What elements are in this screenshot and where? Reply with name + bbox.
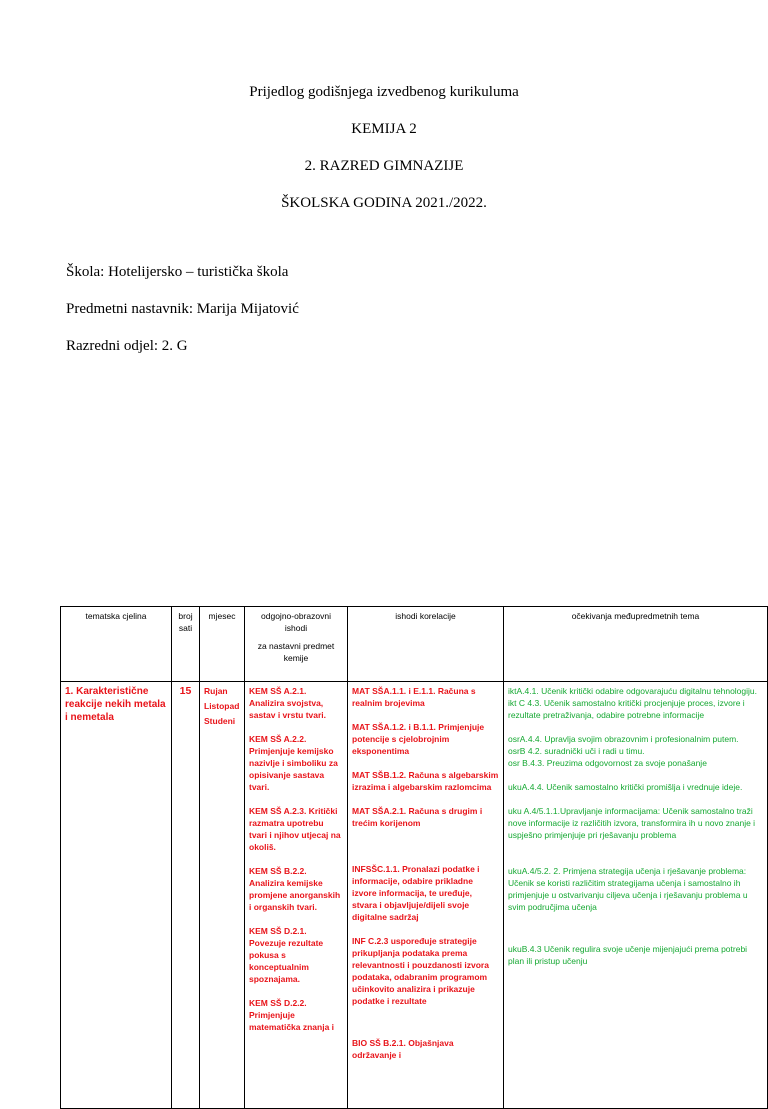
hours-cell (172, 682, 200, 1109)
school-line: Škola: Hotelijersko – turistička škola (66, 264, 289, 280)
crosscurricular-group (508, 865, 763, 913)
crosscurricular-item: osrB 4.2. suradnički uči i radi u timu. (508, 746, 645, 756)
month-1: Rujan (204, 686, 228, 696)
month-cell (200, 682, 245, 1109)
month-2: Listopad (204, 701, 240, 711)
crosscurricular-group (508, 781, 763, 793)
correlation-item: MAT SŠB.1.2. Računa s algebarskim izrazima i algebarskim razlomcima (352, 770, 499, 792)
outcome-item: KEM SŠ A.2.2. Primjenjuje kemijsko nazivlje i simboliku za opisivanje sastava tvari. (249, 734, 338, 792)
document-title: Prijedlog godišnjega izvedbenog kurikuluma (249, 84, 519, 100)
header-outcomes-sub: za nastavni predmet kemije (257, 641, 335, 663)
correlation-item: INFSŠC.1.1. Pronalazi podatke i informacije, odabire prikladne izvore informacija, te uređuje, stvara i objavljuje/dijeli svoje digitalne sadržaj (352, 864, 480, 922)
outcomes-cell (245, 682, 348, 1109)
header-theme: tematska cjelina (61, 607, 172, 682)
crosscurricular-item: ukuB.4.3 Učenik regulira svoje učenje mijenjajući prema potrebi plan ili pristup učenju (508, 944, 748, 966)
correlation-item: MAT SŠA.1.2. i B.1.1. Primjenjuje potencije s cjelobrojnim eksponentima (352, 722, 485, 756)
header-correlation: ishodi korelacije (348, 607, 504, 682)
table-header-row (61, 607, 768, 682)
theme-cell (61, 682, 172, 1109)
correlation-cell (348, 682, 504, 1109)
crosscurricular-item: ikt C 4.3. Učenik samostalno kritički procjenjuje proces, izvore i rezultate pretraživanja, odabire potrebne informacije (508, 698, 745, 720)
outcome-item: KEM SŠ D.2.2. Primjenjuje matematička znanja i (249, 998, 335, 1032)
outcome-item: KEM SŠ D.2.1. Povezuje rezultate pokusa s konceptualnim spoznajama. (249, 926, 324, 984)
correlation-item: INF C.2.3 uspoređuje strategije prikupljanja podataka prema relevantnosti i pouzdanosti izvora podataka, odabranim programom učinkovito analizira i prikazuje podatke i rezultate (352, 936, 489, 1006)
correlation-item: MAT SŠA.1.1. i E.1.1. Računa s realnim brojevima (352, 686, 476, 708)
outcome-item: KEM SŠ A.2.1. Analizira svojstva, sastav i vrstu tvari. (249, 686, 327, 720)
class-line: Razredni odjel: 2. G (66, 338, 188, 354)
header-month: mjesec (200, 607, 245, 682)
school-year-title: ŠKOLSKA GODINA 2021./2022. (281, 195, 487, 211)
correlation-item: BIO SŠ B.2.1. Objašnjava održavanje i (352, 1038, 454, 1060)
crosscurricular-item: uku A.4/5.1.1.Upravljanje informacijama: Učenik samostalno traži nove informacije iz različitih izvora, transformira ih u novo znanje i uspješno primjenjuje pri rješavanju problema (508, 806, 756, 840)
crosscurricular-group (508, 685, 763, 721)
crosscurricular-item: ukuA.4/5.2. 2. Primjena strategija učenja i rješavanje problema: Učenik se koristi različitim strategijama učenja i samostalno ih primjenjuje u ostvarivanju ciljeva učenja i rješavanju problema u svim područjima učenja (508, 866, 748, 912)
crosscurricular-group (508, 805, 763, 841)
header-outcomes-label: odgojno-obrazovni ishodi (261, 611, 331, 633)
header-outcomes (245, 607, 348, 682)
crosscurricular-item: ukuA.4.4. Učenik samostalno kritički promišlja i vrednuje ideje. (508, 782, 743, 792)
theme-text: 1. Karakteristične reakcije nekih metala i nemetala (65, 686, 166, 723)
crosscurricular-item: osr B.4.3. Preuzima odgovornost za svoje ponašanje (508, 758, 707, 768)
curriculum-table (60, 606, 768, 1109)
grade-title: 2. RAZRED GIMNAZIJE (304, 158, 464, 174)
header-hours: broj sati (172, 607, 200, 682)
crosscurricular-item: iktA.4.1. Učenik kritički odabire odgovarajuću digitalnu tehnologiju. (508, 686, 758, 696)
table-row (61, 682, 768, 1109)
outcome-item: KEM SŠ B.2.2. Analizira kemijske promjene anorganskih i organskih tvari. (249, 866, 341, 912)
month-3: Studeni (204, 716, 236, 726)
teacher-line: Predmetni nastavnik: Marija Mijatović (66, 301, 299, 317)
header-crosscurricular: očekivanja međupredmetnih tema (504, 607, 768, 682)
hours-text: 15 (179, 685, 192, 697)
crosscurricular-cell (504, 682, 768, 1109)
subject-title: KEMIJA 2 (351, 121, 417, 137)
outcome-item: KEM SŠ A.2.3. Kritički razmatra upotrebu tvari i njihov utjecaj na okoliš. (249, 806, 341, 852)
crosscurricular-group (508, 943, 763, 967)
crosscurricular-group (508, 733, 763, 769)
crosscurricular-item: osrA.4.4. Upravlja svojim obrazovnim i profesionalnim putem. (508, 734, 739, 744)
correlation-item: MAT SŠA.2.1. Računa s drugim i trećim korijenom (352, 806, 483, 828)
